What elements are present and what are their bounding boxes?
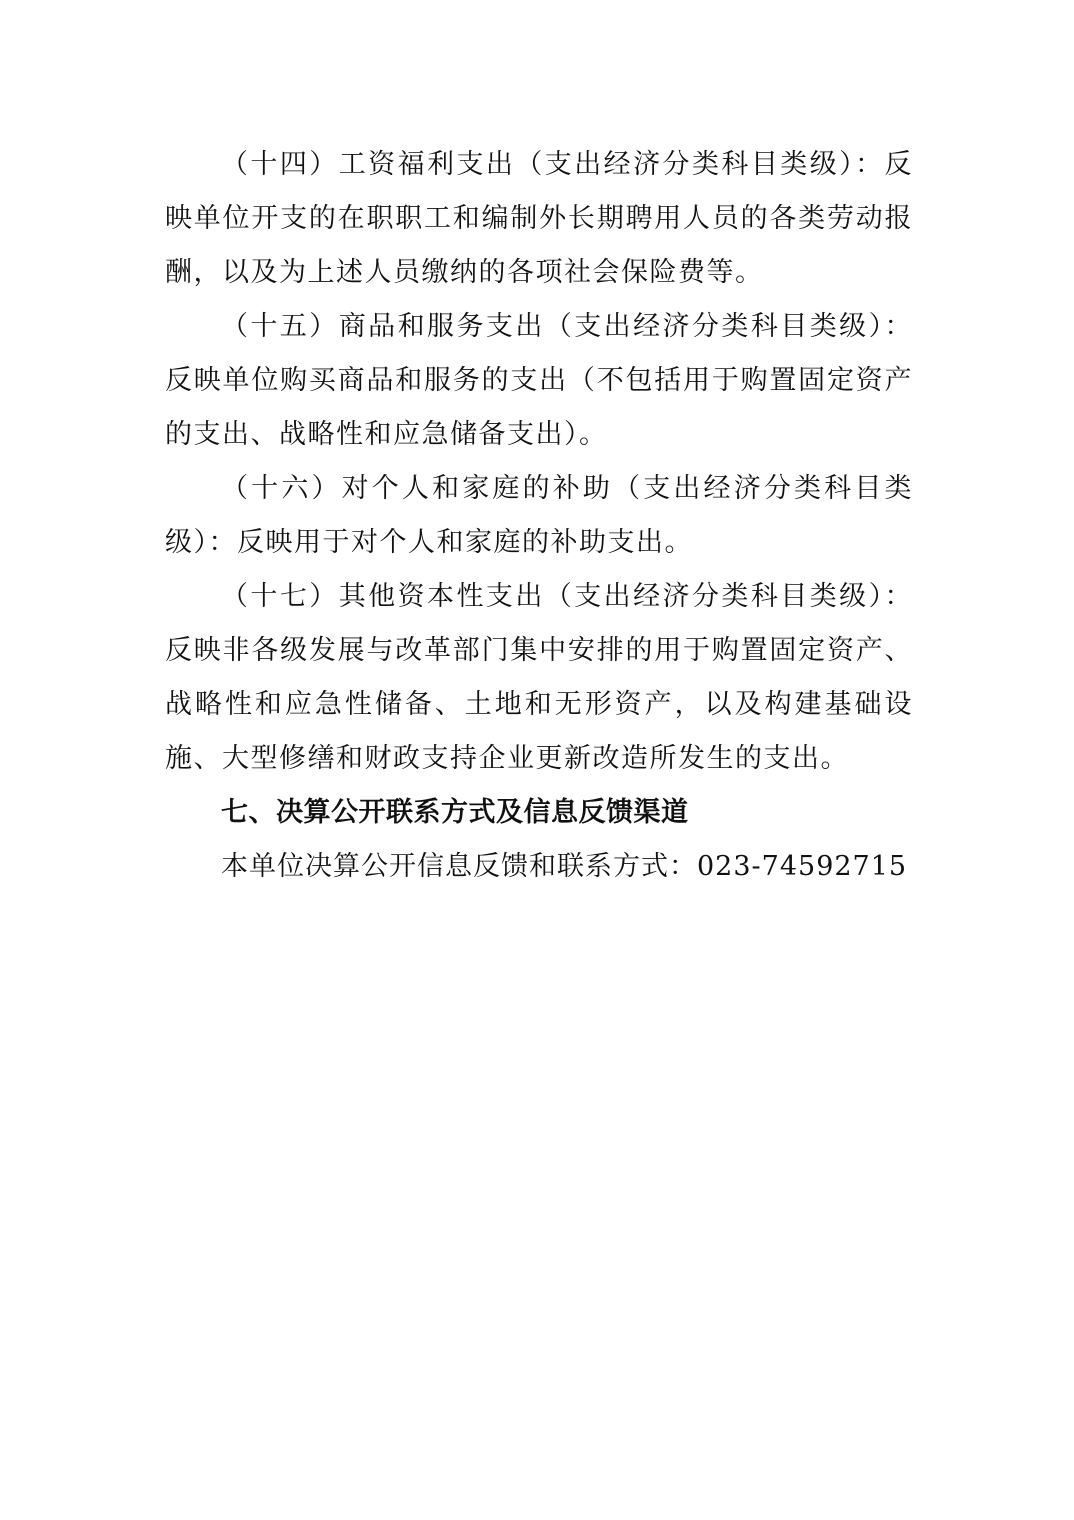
paragraph-wage-welfare-expenditure: （十四）工资福利支出（支出经济分类科目类级）：反映单位开支的在职职工和编制外长期聘用人员的各类劳动报酬，以及为上述人员缴纳的各项社会保险费等。 (165, 149, 913, 288)
contact-line: 本单位决算公开信息反馈和联系方式：023-74592715 (221, 851, 908, 882)
paragraph-goods-services-expenditure: （十五）商品和服务支出（支出经济分类科目类级）：反映单位购买商品和服务的支出（不包括用于购置固定资产的支出、战略性和应急储备支出）。 (165, 311, 913, 450)
document-body (165, 138, 913, 894)
section-heading: 七、决算公开联系方式及信息反馈渠道 (221, 797, 689, 828)
paragraph-household-subsidy: （十六）对个人和家庭的补助（支出经济分类科目类级）：反映用于对个人和家庭的补助支出。 (165, 473, 913, 558)
paragraph-other-capital-expenditure: （十七）其他资本性支出（支出经济分类科目类级）：反映非各级发展与改革部门集中安排的用于购置固定资产、战略性和应急性储备、土地和无形资产，以及构建基础设施、大型修缮和财政支持企业更新改造所发生的支出。 (165, 581, 913, 774)
